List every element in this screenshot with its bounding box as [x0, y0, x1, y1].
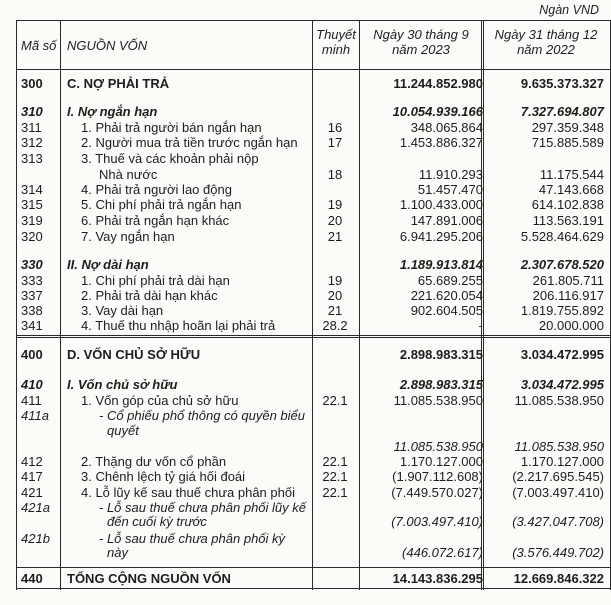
cell-name: - Lỗ sau thuế chưa phân phối kỳ [99, 531, 286, 546]
cell-v1: 2.898.983.315 [399, 347, 483, 362]
header-note-line2: minh [321, 42, 351, 57]
header-col2-line2: năm 2022 [517, 42, 575, 57]
header-code: Mã số [21, 38, 57, 53]
table-row [17, 257, 610, 273]
header-note-line1: Thuyết [316, 27, 356, 42]
cell-v1: - [478, 318, 483, 333]
table-row-total [17, 571, 610, 587]
cell-name: 1. Vốn góp của chủ sở hữu [81, 393, 239, 408]
cell-note: 21 [327, 229, 343, 244]
cell-v2: 20.000.000 [538, 318, 604, 333]
cell-note: 22.1 [322, 469, 348, 484]
cell-code: 421 [21, 485, 43, 500]
cell-v1: 14.143.836.295 [392, 571, 483, 586]
cell-name: TỔNG CỘNG NGUỒN VỐN [67, 571, 231, 586]
table-row [17, 288, 610, 304]
cell-v2: 47.143.668 [538, 182, 604, 197]
cell-v2: 5.528.464.629 [520, 229, 604, 244]
header-col1-line1: Ngày 30 tháng 9 [373, 27, 469, 42]
table-row [17, 229, 610, 245]
cell-name: này [107, 545, 128, 560]
cell-code: 400 [21, 347, 43, 362]
table-header [17, 20, 610, 70]
cell-code: 315 [21, 197, 43, 212]
cell-v2: (2.217.695.545) [512, 469, 604, 484]
cell-v2: 7.327.694.807 [520, 104, 604, 119]
cell-v1: (446.072.617) [402, 545, 483, 560]
cell-v2: 261.805.711 [532, 273, 604, 288]
section-separator [17, 335, 610, 338]
cell-name: 3. Chênh lệch tỷ giá hối đoái [81, 469, 246, 484]
cell-name: 4. Phải trả người lao động [81, 182, 232, 197]
cell-v2: 1.819.755.892 [520, 303, 604, 318]
cell-name: quyết [107, 423, 139, 438]
table-row [17, 197, 610, 213]
balance-sheet-table [16, 20, 611, 590]
cell-v1: 11.244.852.980 [393, 76, 483, 91]
cell-code: 338 [21, 303, 43, 318]
cell-name: 7. Vay ngắn hạn [81, 229, 175, 244]
cell-v2: 9.635.373.327 [520, 76, 604, 91]
cell-name: 2. Phải trả dài hạn khác [81, 288, 218, 303]
cell-note: 16 [327, 120, 343, 135]
table-row [17, 347, 610, 363]
table-row [17, 469, 610, 485]
table-row [17, 545, 610, 561]
table-row [17, 408, 610, 424]
cell-v1: (7.449.570.027) [391, 485, 483, 500]
cell-note: 20 [327, 288, 343, 303]
header-col2-line1: Ngày 31 tháng 12 [494, 27, 598, 42]
cell-code: 330 [21, 257, 43, 272]
cell-code: 313 [21, 151, 43, 166]
cell-v1: 221.620.054 [410, 288, 483, 303]
cell-code: 411 [21, 393, 42, 408]
cell-v2: (3.427.047.708) [512, 514, 604, 529]
cell-v1: 1.453.886.327 [399, 135, 483, 150]
table-row [17, 485, 610, 501]
cell-code: 333 [21, 273, 43, 288]
cell-code: 311 [21, 120, 42, 135]
cell-code: 421a [21, 500, 50, 515]
table-bottom [17, 588, 610, 589]
table-row [17, 454, 610, 470]
cell-code: 341 [21, 318, 43, 333]
header-col1-line2: năm 2023 [392, 42, 450, 57]
cell-v1: (7.003.497.410) [391, 514, 483, 529]
cell-name: 4. Thuế thu nhập hoãn lại phải trả [81, 318, 276, 333]
cell-code: 319 [21, 213, 43, 228]
cell-code: 312 [21, 135, 43, 150]
cell-v1: 2.898.983.315 [399, 377, 483, 392]
cell-note: 20 [327, 213, 343, 228]
cell-code: 421b [21, 531, 50, 546]
cell-v1: 11.085.538.950 [393, 393, 483, 408]
cell-note: 21 [327, 303, 343, 318]
cell-v1: (1.907.112.608) [392, 469, 483, 484]
cell-v1: 1.189.913.814 [399, 257, 483, 272]
cell-v2: 297.359.348 [531, 120, 604, 135]
cell-v1: 11.910.293 [418, 167, 483, 182]
cell-name: 6. Phải trả ngắn hạn khác [81, 213, 230, 228]
table-row [17, 76, 610, 92]
cell-v1: 11.085.538.950 [393, 439, 483, 454]
table-row [17, 303, 610, 319]
table-row [17, 120, 610, 136]
cell-name: D. VỐN CHỦ SỞ HỮU [67, 347, 201, 362]
total-separator [17, 567, 610, 568]
cell-v2: (7.003.497.410) [512, 485, 604, 500]
cell-v2: 113.563.191 [532, 213, 604, 228]
cell-code: 310 [21, 104, 43, 119]
cell-v2: 1.170.127.000 [520, 454, 604, 469]
cell-code: 410 [21, 377, 43, 392]
table-row [17, 377, 610, 393]
cell-name: 2. Thặng dư vốn cổ phần [81, 454, 227, 469]
cell-name: I. Vốn chủ sở hữu [67, 377, 178, 392]
cell-v2: 3.034.472.995 [520, 377, 604, 392]
cell-v2: 206.116.917 [532, 288, 604, 303]
cell-name: 1. Chi phí phải trả dài hạn [81, 273, 230, 288]
cell-name: Nhà nước [99, 167, 158, 182]
table-row [17, 423, 610, 439]
cell-v2: 614.102.838 [531, 197, 604, 212]
table-row [17, 318, 610, 334]
cell-name: đến cuối kỳ trước [107, 514, 207, 529]
table-row [17, 135, 610, 151]
cell-v2: 11.085.538.950 [514, 439, 604, 454]
cell-name: C. NỢ PHẢI TRẢ [67, 76, 170, 91]
table-row [17, 273, 610, 289]
cell-v2: 2.307.678.520 [520, 257, 604, 272]
cell-name: - Cổ phiếu phổ thông có quyền biểu [99, 408, 305, 423]
cell-name: 5. Chi phí phải trả ngắn hạn [81, 197, 242, 212]
table-row [17, 213, 610, 229]
cell-code: 440 [21, 571, 43, 586]
cell-name: 1. Phải trả người bán ngắn hạn [81, 120, 262, 135]
cell-v2: 12.669.846.322 [513, 571, 604, 586]
cell-code: 300 [21, 76, 43, 91]
header-item: NGUỒN VỐN [67, 38, 148, 53]
cell-code: 417 [21, 469, 43, 484]
cell-v2: 3.034.472.995 [520, 347, 604, 362]
cell-v1: 10.054.939.166 [392, 104, 483, 119]
table-row [17, 104, 610, 120]
cell-name: I. Nợ ngắn hạn [67, 104, 158, 119]
cell-note: 28.2 [322, 318, 348, 333]
cell-note: 18 [327, 167, 343, 182]
cell-note: 22.1 [322, 454, 348, 469]
cell-note: 22.1 [322, 485, 348, 500]
cell-note: 22.1 [322, 393, 348, 408]
currency-unit: Ngàn VND [539, 3, 599, 17]
cell-name: 3. Vay dài hạn [81, 303, 164, 318]
cell-name: 4. Lỗ lũy kế sau thuế chưa phân phối [81, 485, 295, 500]
cell-code: 337 [21, 288, 43, 303]
cell-note: 19 [327, 197, 343, 212]
cell-code: 314 [21, 182, 43, 197]
cell-v1: 902.604.505 [410, 303, 483, 318]
table-row [17, 167, 610, 183]
cell-v2: 11.175.544 [539, 167, 604, 182]
cell-v1: 348.065.864 [410, 120, 483, 135]
cell-name: 2. Người mua trả tiền trước ngắn hạn [81, 135, 298, 150]
cell-name: - Lỗ sau thuế chưa phân phối lũy kế [99, 500, 306, 515]
cell-name: II. Nợ dài hạn [67, 257, 149, 272]
cell-name: 3. Thuế và các khoản phải nộp [81, 151, 259, 166]
cell-v1: 147.891.006 [410, 213, 483, 228]
cell-code: 411a [21, 408, 49, 423]
cell-note: 17 [327, 135, 343, 150]
cell-v1: 51.457.470 [417, 182, 483, 197]
cell-note: 19 [327, 273, 343, 288]
cell-v1: 6.941.295.206 [399, 229, 483, 244]
cell-v2: (3.576.449.702) [512, 545, 604, 560]
table-row [17, 182, 610, 198]
table-row [17, 514, 610, 530]
cell-code: 320 [21, 229, 43, 244]
cell-v2: 715.885.589 [531, 135, 604, 150]
table-row [17, 151, 610, 167]
cell-v1: 1.170.127.000 [399, 454, 483, 469]
cell-v2: 11.085.538.950 [514, 393, 604, 408]
cell-v1: 1.100.433.000 [399, 197, 483, 212]
table-row [17, 393, 610, 409]
table-row [17, 439, 610, 455]
cell-code: 412 [21, 454, 43, 469]
cell-v1: 65.689.255 [417, 273, 483, 288]
